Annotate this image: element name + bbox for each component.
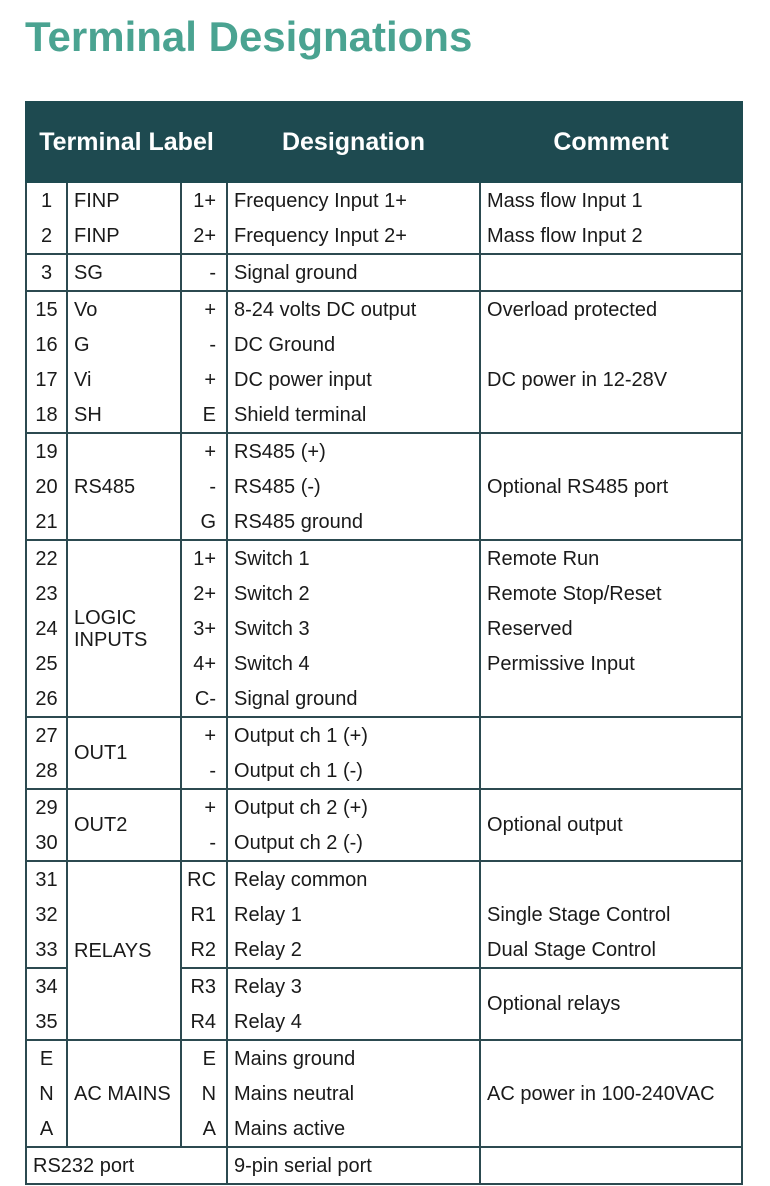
designation-cell: Mains active: [227, 1111, 480, 1147]
comment-cell: [480, 861, 742, 897]
comment-cell: [480, 717, 742, 789]
designation-cell: Switch 3: [227, 611, 480, 646]
table-row: [26, 540, 742, 576]
terminal-number: A: [26, 1111, 67, 1147]
designation-cell: Output ch 1 (-): [227, 753, 480, 789]
comment-cell: Dual Stage Control: [480, 932, 742, 968]
terminal-label: G: [67, 327, 181, 362]
terminal-polarity: 2+: [181, 576, 227, 611]
comment-cell: Permissive Input: [480, 646, 742, 681]
designation-cell: Relay 2: [227, 932, 480, 968]
terminal-polarity: -: [181, 254, 227, 291]
terminal-polarity: -: [181, 469, 227, 504]
designation-cell: 8-24 volts DC output: [227, 291, 480, 327]
terminal-polarity: E: [181, 1040, 227, 1076]
terminal-number: 34: [26, 968, 67, 1004]
table-row: [26, 218, 742, 254]
terminal-label: RELAYS: [67, 861, 181, 1040]
comment-cell: [480, 397, 742, 433]
terminal-polarity: G: [181, 504, 227, 540]
designation-cell: DC power input: [227, 362, 480, 397]
terminal-polarity: R2: [181, 932, 227, 968]
terminal-polarity: 4+: [181, 646, 227, 681]
designation-cell: Relay 4: [227, 1004, 480, 1040]
designation-cell: RS485 (-): [227, 469, 480, 504]
terminal-number: 26: [26, 681, 67, 717]
comment-cell: [480, 327, 742, 362]
comment-cell: Optional RS485 port: [480, 433, 742, 540]
designation-cell: Signal ground: [227, 681, 480, 717]
terminal-polarity: -: [181, 753, 227, 789]
table-row: [26, 327, 742, 362]
terminal-polarity: R1: [181, 897, 227, 932]
terminal-number: 25: [26, 646, 67, 681]
table-header-row: [26, 102, 742, 182]
terminal-designations-table: [25, 101, 743, 1185]
terminal-number: 3: [26, 254, 67, 291]
header-comment: Comment: [480, 102, 742, 182]
terminal-number: 30: [26, 825, 67, 861]
designation-cell: Output ch 2 (+): [227, 789, 480, 825]
terminal-number: N: [26, 1076, 67, 1111]
table-row: [26, 433, 742, 469]
terminal-polarity: R3: [181, 968, 227, 1004]
terminal-polarity: +: [181, 789, 227, 825]
comment-cell: Remote Run: [480, 540, 742, 576]
terminal-polarity: N: [181, 1076, 227, 1111]
terminal-label: Vo: [67, 291, 181, 327]
terminal-number: 22: [26, 540, 67, 576]
comment-cell: DC power in 12-28V: [480, 362, 742, 397]
designation-cell: RS485 (+): [227, 433, 480, 469]
terminal-number: 31: [26, 861, 67, 897]
designation-cell: 9-pin serial port: [227, 1147, 480, 1184]
terminal-label: OUT2: [67, 789, 181, 861]
designation-cell: Relay 1: [227, 897, 480, 932]
terminal-number: 24: [26, 611, 67, 646]
designation-cell: Frequency Input 2+: [227, 218, 480, 254]
table-row: [26, 254, 742, 291]
terminal-polarity: C-: [181, 681, 227, 717]
designation-cell: Shield terminal: [227, 397, 480, 433]
terminal-label: SG: [67, 254, 181, 291]
comment-cell: Overload protected: [480, 291, 742, 327]
table-row: [26, 397, 742, 433]
terminal-polarity: E: [181, 397, 227, 433]
terminal-number: 29: [26, 789, 67, 825]
terminal-label: OUT1: [67, 717, 181, 789]
terminal-polarity: 2+: [181, 218, 227, 254]
designation-cell: Switch 1: [227, 540, 480, 576]
comment-cell: Single Stage Control: [480, 897, 742, 932]
terminal-number: E: [26, 1040, 67, 1076]
terminal-label: AC MAINS: [67, 1040, 181, 1147]
header-designation: Designation: [227, 102, 480, 182]
designation-cell: Output ch 1 (+): [227, 717, 480, 753]
terminal-polarity: -: [181, 327, 227, 362]
designation-cell: Switch 2: [227, 576, 480, 611]
table-row: [26, 182, 742, 218]
table-row: [26, 861, 742, 897]
terminal-polarity: 3+: [181, 611, 227, 646]
designation-cell: Mains ground: [227, 1040, 480, 1076]
designation-cell: Signal ground: [227, 254, 480, 291]
terminal-number: 16: [26, 327, 67, 362]
designation-cell: Frequency Input 1+: [227, 182, 480, 218]
terminal-polarity: +: [181, 362, 227, 397]
designation-cell: Output ch 2 (-): [227, 825, 480, 861]
terminal-polarity: R4: [181, 1004, 227, 1040]
table-row: [26, 1147, 742, 1184]
designation-cell: Relay common: [227, 861, 480, 897]
terminal-number: 35: [26, 1004, 67, 1040]
comment-cell: [480, 681, 742, 717]
terminal-number: 18: [26, 397, 67, 433]
terminal-polarity: +: [181, 433, 227, 469]
terminal-polarity: +: [181, 717, 227, 753]
designation-cell: RS485 ground: [227, 504, 480, 540]
terminal-label: RS485: [67, 433, 181, 540]
terminal-number: 28: [26, 753, 67, 789]
table-row: [26, 789, 742, 825]
terminal-number: 2: [26, 218, 67, 254]
terminal-number: 20: [26, 469, 67, 504]
terminal-number: 1: [26, 182, 67, 218]
comment-cell: AC power in 100-240VAC: [480, 1040, 742, 1147]
terminal-label: RS232 port: [26, 1147, 227, 1184]
terminal-number: 27: [26, 717, 67, 753]
table-row: [26, 1040, 742, 1076]
terminal-number: 21: [26, 504, 67, 540]
terminal-polarity: RC: [181, 861, 227, 897]
terminal-number: 33: [26, 932, 67, 968]
terminal-number: 32: [26, 897, 67, 932]
header-terminal-label: Terminal Label: [26, 102, 227, 182]
terminal-number: 15: [26, 291, 67, 327]
terminal-label: FINP: [67, 218, 181, 254]
designation-cell: Relay 3: [227, 968, 480, 1004]
terminal-polarity: -: [181, 825, 227, 861]
terminal-number: 19: [26, 433, 67, 469]
terminal-number: 17: [26, 362, 67, 397]
terminal-polarity: +: [181, 291, 227, 327]
terminal-label: LOGIC INPUTS: [67, 540, 181, 717]
comment-cell: Optional relays: [480, 968, 742, 1040]
terminal-polarity: 1+: [181, 540, 227, 576]
designation-cell: Mains neutral: [227, 1076, 480, 1111]
comment-cell: Remote Stop/Reset: [480, 576, 742, 611]
comment-cell: [480, 254, 742, 291]
terminal-label: SH: [67, 397, 181, 433]
terminal-number: 23: [26, 576, 67, 611]
comment-cell: Mass flow Input 1: [480, 182, 742, 218]
comment-cell: Mass flow Input 2: [480, 218, 742, 254]
table-row: [26, 717, 742, 753]
terminal-polarity: 1+: [181, 182, 227, 218]
terminal-label: Vi: [67, 362, 181, 397]
table-row: [26, 362, 742, 397]
designation-cell: Switch 4: [227, 646, 480, 681]
comment-cell: [480, 1147, 742, 1184]
page-title: Terminal Designations: [25, 13, 473, 60]
table-row: [26, 291, 742, 327]
terminal-polarity: A: [181, 1111, 227, 1147]
comment-cell: Reserved: [480, 611, 742, 646]
comment-cell: Optional output: [480, 789, 742, 861]
designation-cell: DC Ground: [227, 327, 480, 362]
terminal-label: FINP: [67, 182, 181, 218]
